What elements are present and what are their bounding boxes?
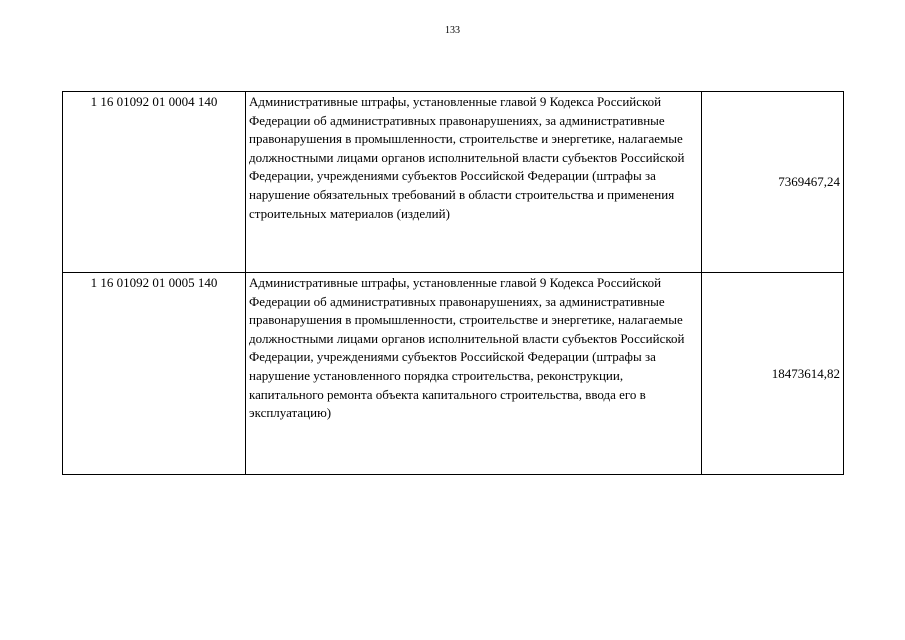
amount-cell: 7369467,24: [702, 92, 844, 273]
description-cell: Административные штрафы, установленные главой 9 Кодекса Российской Федерации об административных правонарушениях, за административные правонарушения в промышленности, строительстве и энергетике, налагаемые должностными лицами органов исполнительной власти субъектов Российской Федерации, учреждениями субъектов Российской Федерации (штрафы за нарушение обязательных требований в области строительства и применения строительных материалов (изделий): [246, 92, 702, 273]
description-cell: Административные штрафы, установленные главой 9 Кодекса Российской Федерации об административных правонарушениях, за административные правонарушения в промышленности, строительстве и энергетике, налагаемые должностными лицами органов исполнительной власти субъектов Российской Федерации, учреждениями субъектов Российской Федерации (штрафы за нарушение установленного порядка строительства, реконструкции, капитального ремонта объекта капитального строительства, ввода его в эксплуатацию): [246, 273, 702, 475]
budget-code-cell: 1 16 01092 01 0005 140: [63, 273, 246, 475]
page-number: 133: [445, 25, 460, 36]
amount-cell: 18473614,82: [702, 273, 844, 475]
table-row: [63, 273, 844, 475]
budget-code-cell: 1 16 01092 01 0004 140: [63, 92, 246, 273]
table-row: [63, 92, 844, 273]
budget-table: [62, 91, 844, 475]
